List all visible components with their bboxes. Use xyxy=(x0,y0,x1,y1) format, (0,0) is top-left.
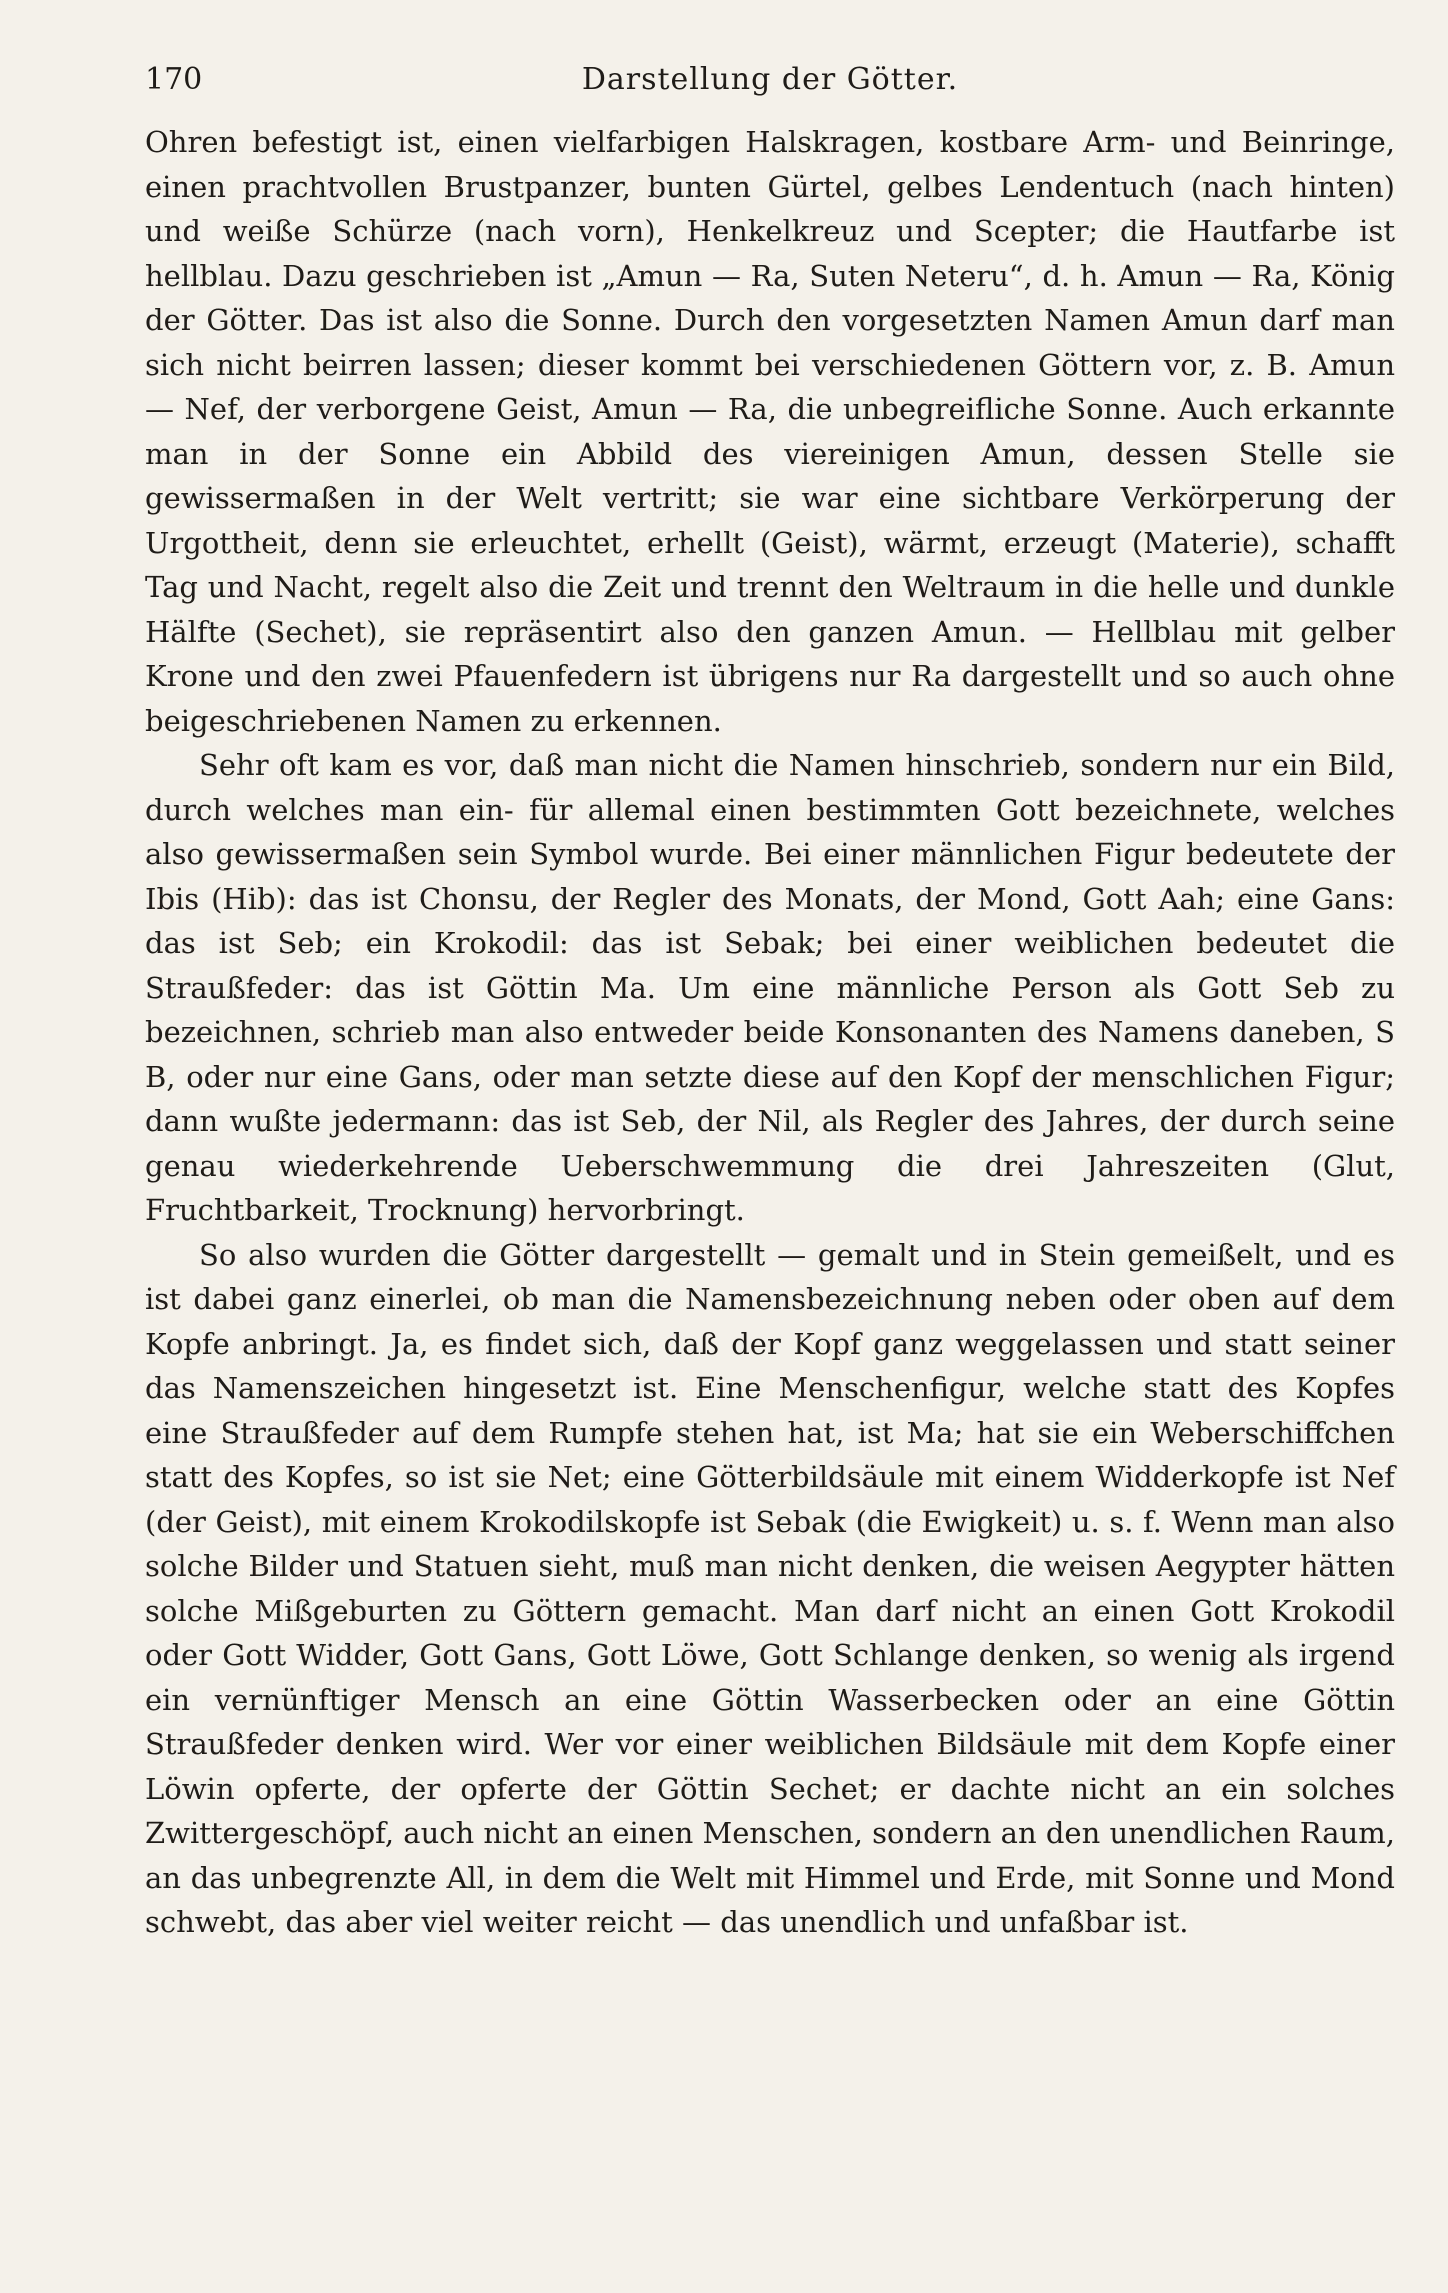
book-page xyxy=(145,50,1395,1945)
running-head xyxy=(145,50,1395,110)
paragraph-3: So also wurden die Götter dargestellt — gemalt und in Stein gemeißelt, und es ist dabei ganz einerlei, ob man die Namensbezeichnung neben oder oben auf dem Kopfe anbringt. Ja, es findet sich, daß der Kopf ganz weggelassen und statt seiner das Namenszeichen hingesetzt ist. Eine Menschenfigur, welche statt des Kopfes eine Straußfeder auf dem Rumpfe stehen hat, ist Ma; hat sie ein Weberschiffchen statt des Kopfes, so ist sie Net; eine Götterbildsäule mit einem Widderkopfe ist Nef (der Geist), mit einem Krokodilskopfe ist Sebak (die Ewigkeit) u. s. f. Wenn man also solche Bilder und Statuen sieht, muß man nicht denken, die weisen Aegypter hätten solche Mißgeburten zu Göttern gemacht. Man darf nicht an einen Gott Krokodil oder Gott Widder, Gott Gans, Gott Löwe, Gott Schlange denken, so wenig als irgend ein vernünftiger Mensch an eine Göttin Wasserbecken oder an eine Göttin Straußfeder denken wird. Wer vor einer weiblichen Bildsäule mit dem Kopfe einer Löwin opferte, der opferte der Göttin Sechet; er dachte nicht an ein solches Zwittergeschöpf, auch nicht an einen Menschen, sondern an den unendlichen Raum, an das unbegrenzte All, in dem die Welt mit Himmel und Erde, mit Sonne und Mond schwebt, das aber viel weiter reicht — das unendlich und unfaßbar ist. xyxy=(145,1237,1395,1939)
paragraph-2: Sehr oft kam es vor, daß man nicht die Namen hinschrieb, sondern nur ein Bild, durch welches man ein- für allemal einen bestimmten Gott bezeichnete, welches also gewissermaßen sein Symbol wurde. Bei einer männlichen Figur bedeutete der Ibis (Hib): das ist Chonsu, der Regler des Monats, der Mond, Gott Aah; eine Gans: das ist Seb; ein Krokodil: das ist Sebak; bei einer weiblichen bedeutet die Straußfeder: das ist Göttin Ma. Um eine männliche Person als Gott Seb zu bezeichnen, schrieb man also entweder beide Konsonanten des Namens daneben, S B, oder nur eine Gans, oder man setzte diese auf den Kopf der menschlichen Figur; dann wußte jedermann: das ist Seb, der Nil, als Regler des Jahres, der durch seine genau wiederkehrende Ueberschwemmung die drei Jahreszeiten (Glut, Fruchtbarkeit, Trocknung) hervorbringt. xyxy=(145,748,1395,1227)
paragraph-1: Ohren befestigt ist, einen vielfarbigen Halskragen, kostbare Arm- und Beinringe, einen prachtvollen Brustpanzer, bunten Gürtel, gelbes Lendentuch (nach hinten) und weiße Schürze (nach vorn), Henkelkreuz und Scepter; die Hautfarbe ist hellblau. Dazu geschrieben ist „Amun — Ra, Suten Neteru“, d. h. Amun — Ra, König der Götter. Das ist also die Sonne. Durch den vorgesetzten Namen Amun darf man sich nicht beirren lassen; dieser kommt bei verschiedenen Göttern vor, z. B. Amun — Nef, der verborgene Geist, Amun — Ra, die unbegreifliche Sonne. Auch erkannte man in der Sonne ein Abbild des viereinigen Amun, dessen Stelle sie gewissermaßen in der Welt vertritt; sie war eine sichtbare Verkörperung der Urgottheit, denn sie erleuchtet, erhellt (Geist), wärmt, erzeugt (Materie), schafft Tag und Nacht, regelt also die Zeit und trennt den Weltraum in die helle und dunkle Hälfte (Sechet), sie repräsentirt also den ganzen Amun. — Hellblau mit gelber Krone und den zwei Pfauenfedern ist übrigens nur Ra dargestellt und so auch ohne beigeschriebenen Namen zu erkennen. xyxy=(145,125,1395,738)
body-text xyxy=(145,120,1395,1945)
page-number: 170 xyxy=(145,62,203,97)
running-head-title: Darstellung der Götter. xyxy=(581,62,959,97)
